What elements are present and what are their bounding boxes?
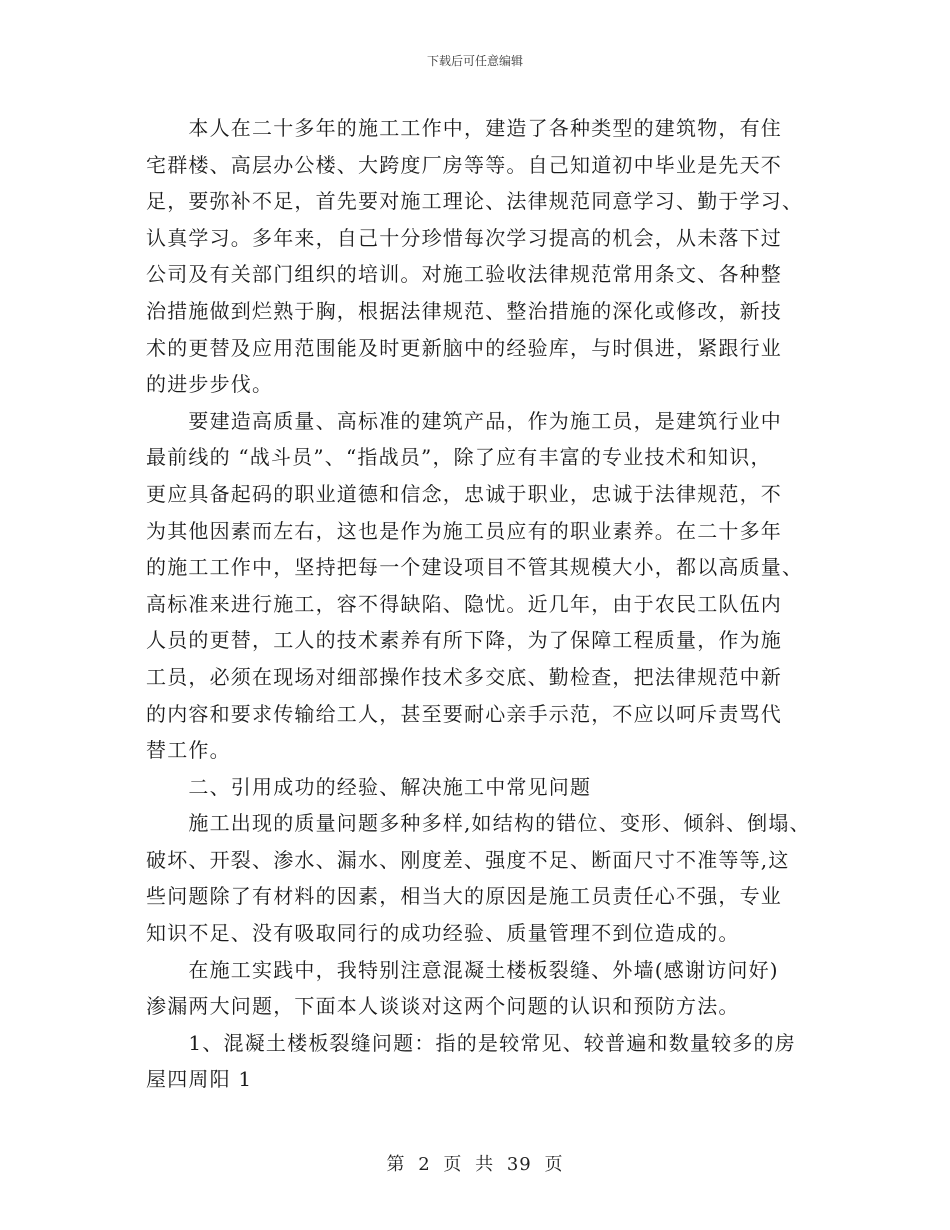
- text-line: 术的更替及应用范围能及时更新脑中的经验库，与时俱进，紧跟行业: [146, 335, 782, 360]
- text-line: 的施工工作中，坚持把每一个建设项目不管其规模大小，都以高质量、: [146, 555, 804, 580]
- text-line: 为其他因素而左右，这也是作为施工员应有的职业素养。在二十多年: [146, 518, 782, 543]
- document-body: [146, 110, 826, 1098]
- text-line: 在施工实践中，我特别注意混凝土楼板裂缝、外墙(感谢访问好): [146, 957, 779, 982]
- text-line: 知识不足、没有吸取同行的成功经验、质量管理不到位造成的。: [146, 921, 740, 946]
- text-line: 些问题除了有材料的因素，相当大的原因是施工员责任心不强，专业: [146, 884, 782, 909]
- text-line: 施工出现的质量问题多种多样,如结构的错位、变形、倾斜、倒塌、: [146, 811, 811, 836]
- text-line: 替工作。: [146, 738, 231, 763]
- text-line: 认真学习。多年来，自己十分珍惜每次学习提高的机会，从未落下过: [146, 225, 782, 250]
- text-line: 破坏、开裂、渗水、漏水、刚度差、强度不足、断面尺寸不准等等,这: [146, 847, 790, 872]
- text-line: 宅群楼、高层办公楼、大跨度厂房等等。自己知道初中毕业是先天不: [146, 152, 782, 177]
- text-line: 足，要弥补不足，首先要对施工理论、法律规范同意学习、勤于学习、: [146, 189, 804, 214]
- text-line: 治措施做到烂熟于胸，根据法律规范、整治措施的深化或修改，新技: [146, 298, 782, 323]
- text-line: 要建造高质量、高标准的建筑产品，作为施工员，是建筑行业中: [146, 408, 782, 433]
- text-line: 渗漏两大问题，下面本人谈谈对这两个问题的认识和预防方法。: [146, 994, 740, 1019]
- text-line: 本人在二十多年的施工工作中，建造了各种类型的建筑物，有住: [146, 116, 782, 140]
- section-heading: 二、引用成功的经验、解决施工中常见问题: [146, 774, 592, 799]
- text-line: 公司及有关部门组织的培训。对施工验收法律规范常用条文、各种整: [146, 262, 782, 287]
- text-line: 1、混凝土楼板裂缝问题：指的是较常见、较普遍和数量较多的房: [146, 1030, 796, 1055]
- text-line: 的进步步伐。: [146, 372, 274, 397]
- text-line: 最前线的 “战斗员”、“指战员”，除了应有丰富的专业技术和知识，: [146, 445, 772, 470]
- text-line: 人员的更替，工人的技术素养有所下降，为了保障工程质量，作为施: [146, 628, 782, 653]
- text-line: 高标准来进行施工，容不得缺陷、隐忧。近几年，由于农民工队伍内: [146, 591, 782, 616]
- page-footer: 第 2 页 共 39 页: [386, 1154, 564, 1175]
- text-line: 的内容和要求传输给工人，甚至要耐心亲手示范，不应以呵斥责骂代: [146, 701, 782, 726]
- text-line: 更应具备起码的职业道德和信念，忠诚于职业，忠诚于法律规范，不: [146, 481, 782, 506]
- page-header: 下载后可任意编辑: [426, 54, 523, 68]
- text-line: 屋四周阳 1: [146, 1067, 253, 1092]
- text-line: 工员，必须在现场对细部操作技术多交底、勤检查，把法律规范中新: [146, 664, 782, 689]
